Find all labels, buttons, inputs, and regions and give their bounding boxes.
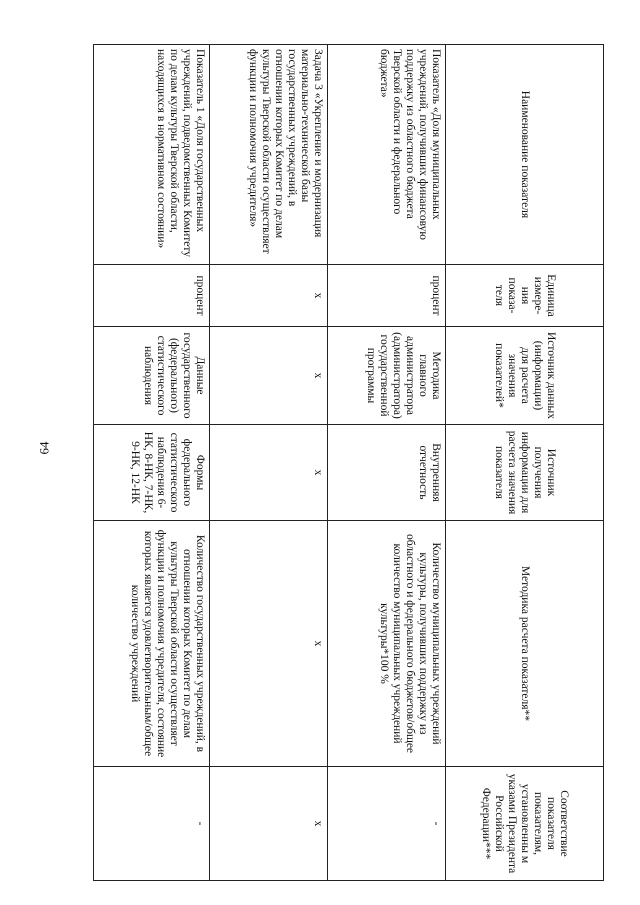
row-unit: х — [210, 265, 328, 327]
table-row — [94, 45, 210, 881]
row-name: Задача 3 «Укрепление и модернизация материально-технической базы государственных учреждений, в отношении которых Комитет по делам культуры Тверской области осуществляет функции и полномочия учредителя» — [210, 45, 328, 265]
row-source: х — [210, 327, 328, 425]
row-method: Количество государственных учреждений, в отношении которых Комитет по делам культуры Тверской области осуществляет функции и полномочия учредителя, состояние которых является удовлетворительным/общее количество учреждений — [94, 521, 210, 767]
header-row — [446, 45, 604, 881]
header-method: Методика расчета показателя** — [446, 521, 604, 767]
row-method: х — [210, 521, 328, 767]
row-origin: Внутренняя отчетность — [328, 425, 446, 521]
row-origin: Формы федерального статистического наблюдения 6-НК, 8-НК, 7-НК, 9-НК, 12-НК — [94, 425, 210, 521]
header-name: Наименование показателя — [446, 45, 604, 265]
header-source: Источник данных (информации) для расчета значения показателей* — [446, 327, 604, 425]
row-origin: х — [210, 425, 328, 521]
row-decree: - — [94, 767, 210, 881]
indicators-table — [93, 44, 604, 881]
row-source: Данные государственного (федерального) статистического наблюдения — [94, 327, 210, 425]
table-row — [210, 45, 328, 881]
row-decree: х — [210, 767, 328, 881]
rotated-table-wrapper — [94, 44, 604, 880]
row-name: Показатель 1 «Доля государственных учреждений, подведомственных Комитету по делам культуры Тверской области, находящихся в нормативном состоянии» — [94, 45, 210, 265]
row-decree: - — [328, 767, 446, 881]
row-unit: процент — [328, 265, 446, 327]
row-source: Методика главного администратора (администратора) государственной программы — [328, 327, 446, 425]
row-method: Количество муниципальных учреждений культуры, получивших поддержку из областного и федерального бюджетов/общее количество муниципальных учреждений культуры*100 % — [328, 521, 446, 767]
header-unit: Единица измере-ния показа-теля — [446, 265, 604, 327]
row-unit: процент — [94, 265, 210, 327]
row-name: Показатель «Доля муниципальных учреждений, получивших финансовую поддержку из областного бюджета Тверской области и федерального бюджета» — [328, 45, 446, 265]
page-number: 64 — [36, 441, 52, 455]
table-row — [328, 45, 446, 881]
header-origin: Источник получения информации для расчета значения показателя — [446, 425, 604, 521]
header-decree: Соответствие показателя показателям, установленны м указами Президента Российской Федерации*** — [446, 767, 604, 881]
